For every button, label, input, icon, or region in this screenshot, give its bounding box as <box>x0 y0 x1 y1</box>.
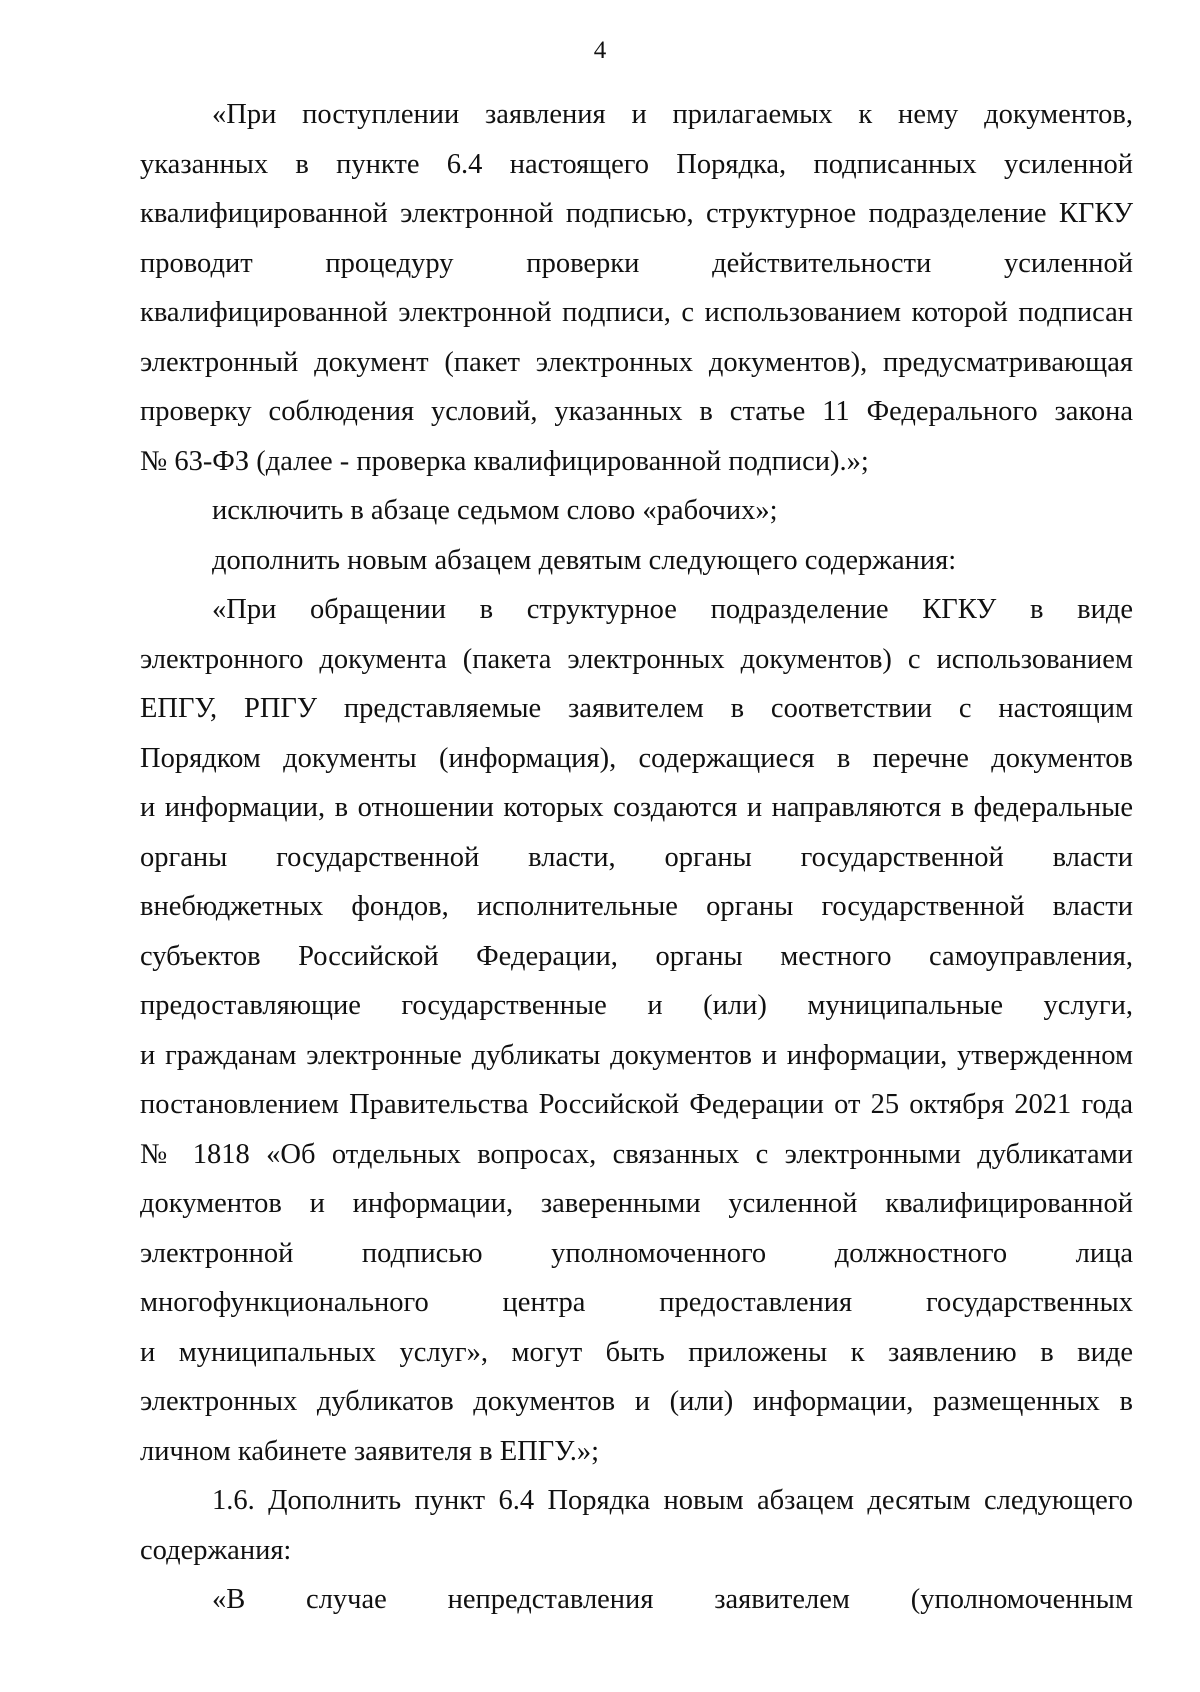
text-line: электронный документ (пакет электронных документов), предусматривающая <box>140 346 1133 378</box>
text-line: Порядком документы (информация), содержащиеся в перечне документов <box>140 742 1133 774</box>
text-line: и муниципальных услуг», могут быть приложены к заявлению в виде <box>140 1336 1133 1368</box>
text-line: 1.6. Дополнить пункт 6.4 Порядка новым абзацем десятым следующего <box>212 1485 1133 1516</box>
document-body <box>140 90 1133 1625</box>
text-line: субъектов Российской Федерации, органы местного самоуправления, <box>140 940 1133 972</box>
text-line: и гражданам электронные дубликаты документов и информации, утвержденном <box>140 1039 1133 1071</box>
paragraph <box>140 585 1133 1476</box>
text-line: «При поступлении заявления и прилагаемых к нему документов, <box>212 99 1133 130</box>
text-line: проверку соблюдения условий, указанных в статье 11 Федерального закона <box>140 396 1133 427</box>
text-line: № 63-ФЗ (далее - проверка квалифицированной подписи).»; <box>140 445 869 477</box>
text-line: документов и информации, заверенными усиленной квалифицированной <box>140 1188 1133 1219</box>
page-number: 4 <box>593 37 607 64</box>
text-line: внебюджетных фондов, исполнительные органы государственной власти <box>140 891 1133 922</box>
text-line: исключить в абзаце седьмом слово «рабочих»; <box>212 495 778 526</box>
text-line: № 1818 «Об отдельных вопросах, связанных с электронными дубликатами <box>140 1138 1133 1170</box>
text-line: личном кабинете заявителя в ЕПГУ.»; <box>140 1435 600 1467</box>
text-line: электронного документа (пакета электронных документов) с использованием <box>140 643 1133 675</box>
text-line: электронных дубликатов документов и (или) информации, размещенных в <box>140 1386 1133 1417</box>
text-line: электронной подписью уполномоченного должностного лица <box>140 1237 1133 1269</box>
text-line: содержания: <box>140 1534 292 1566</box>
text-line: «В случае непредставления заявителем (уполномоченным <box>212 1584 1133 1615</box>
text-line: дополнить новым абзацем девятым следующего содержания: <box>212 544 957 576</box>
text-line: многофункционального центра предоставления государственных <box>140 1287 1133 1318</box>
paragraph <box>140 486 1133 536</box>
paragraph <box>140 90 1133 486</box>
text-line: квалифицированной электронной подписью, структурное подразделение КГКУ <box>140 198 1133 229</box>
text-line: и информации, в отношении которых создаются и направляются в федеральные <box>140 792 1133 823</box>
paragraph <box>140 1476 1133 1575</box>
text-line: ЕПГУ, РПГУ представляемые заявителем в соответствии с настоящим <box>140 693 1133 724</box>
paragraph <box>140 536 1133 586</box>
text-line: квалифицированной электронной подписи, с использованием которой подписан <box>140 297 1133 328</box>
text-line: постановлением Правительства Российской Федерации от 25 октября 2021 года <box>140 1089 1133 1120</box>
paragraph <box>140 1575 1133 1625</box>
text-line: «При обращении в структурное подразделение КГКУ в виде <box>212 594 1133 625</box>
text-line: органы государственной власти, органы государственной власти <box>140 841 1133 873</box>
text-line: предоставляющие государственные и (или) муниципальные услуги, <box>140 990 1133 1021</box>
text-line: проводит процедуру проверки действительности усиленной <box>140 247 1133 279</box>
text-line: указанных в пункте 6.4 настоящего Порядка, подписанных усиленной <box>140 148 1133 180</box>
